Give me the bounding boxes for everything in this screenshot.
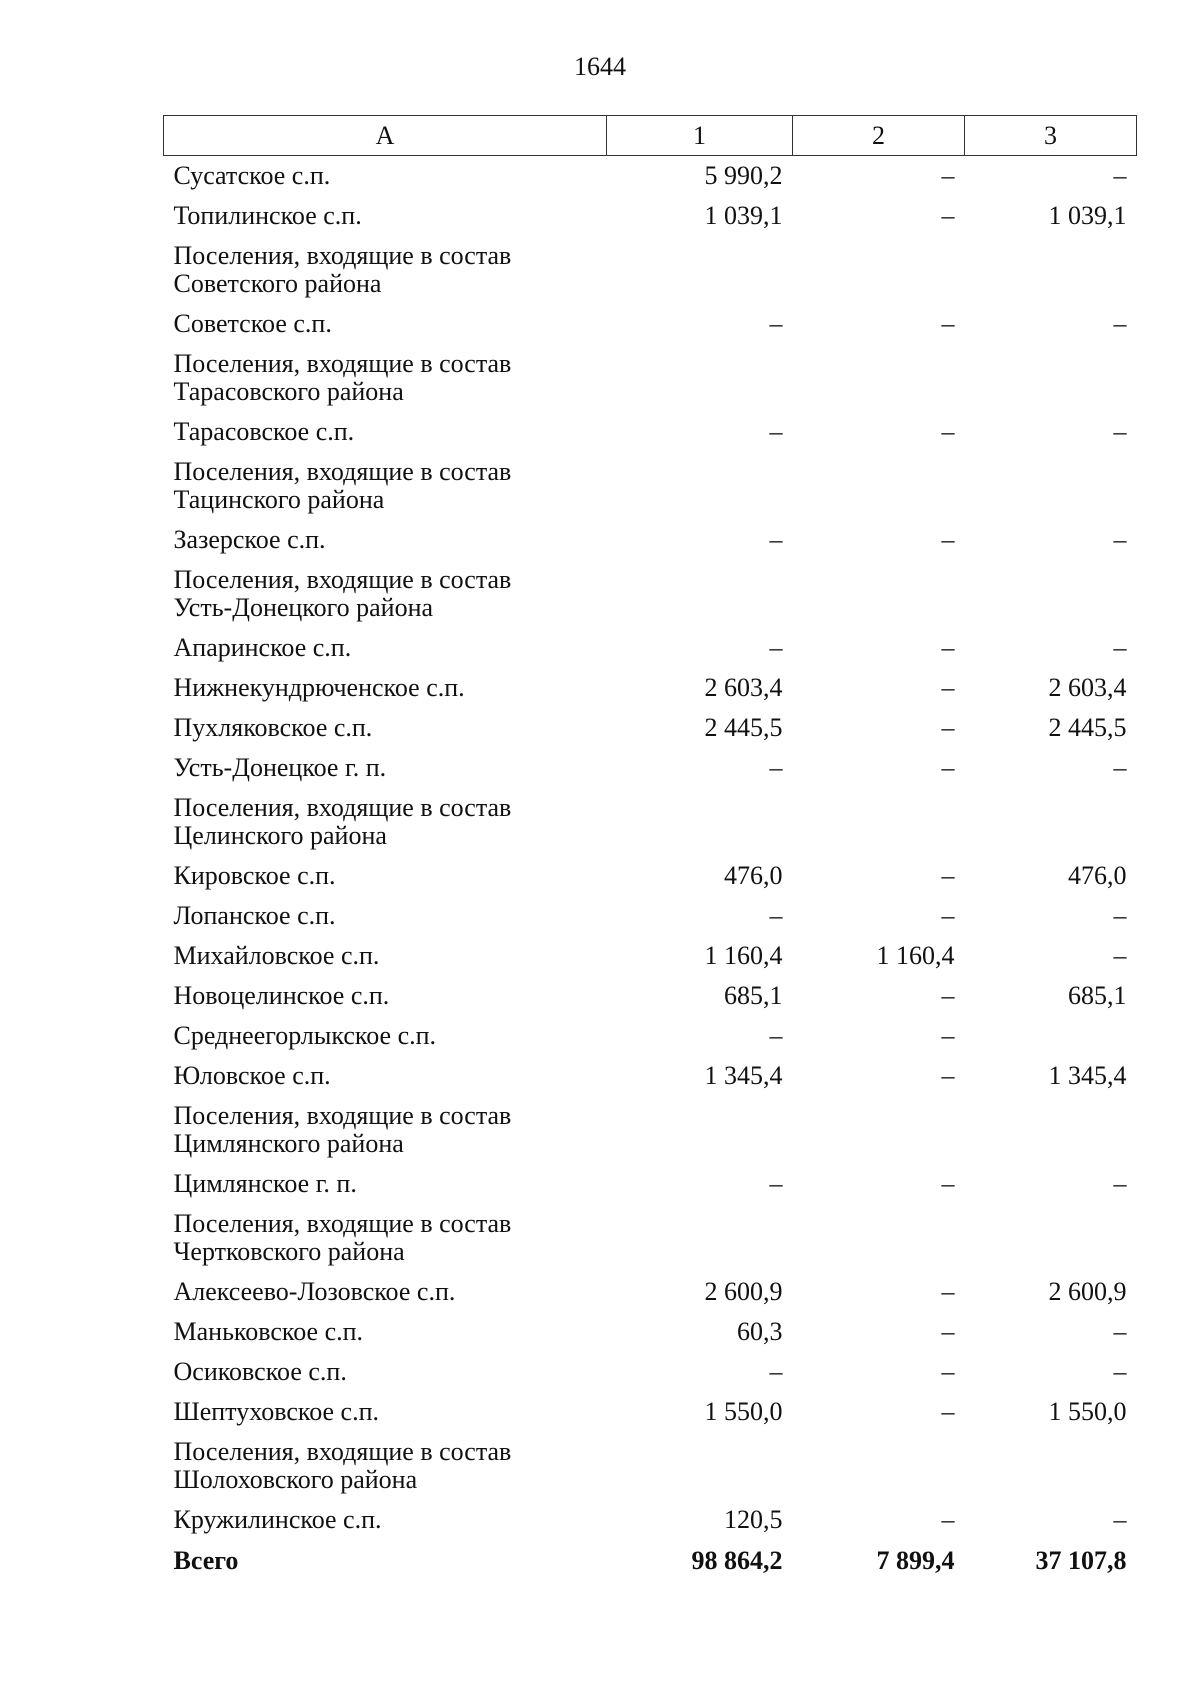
value-col-2: 1 160,4	[876, 941, 955, 970]
table-row	[164, 668, 1137, 708]
settlement-name: Лопанское с.п.	[173, 901, 336, 930]
value-col-1	[607, 1432, 793, 1500]
value-col-1: –	[769, 753, 783, 782]
value-col-1: 2 600,9	[704, 1277, 783, 1306]
table-row	[164, 156, 1137, 197]
value-col-1: 476,0	[724, 861, 783, 890]
settlement-name: Поселения, входящие в состав Шолоховского района	[173, 1437, 512, 1494]
settlement-name: Маньковское с.п.	[173, 1317, 364, 1346]
value-col-1	[607, 560, 793, 628]
value-col-3: –	[1113, 1317, 1127, 1346]
value-col-1: –	[769, 525, 783, 554]
district-group-row	[164, 560, 1137, 628]
settlement-name: Поселения, входящие в состав Усть-Донецкого района	[173, 565, 512, 622]
total-row	[164, 1540, 1137, 1582]
value-col-2: –	[941, 525, 955, 554]
total-col-2: 7 899,4	[876, 1546, 955, 1575]
value-col-1: –	[769, 309, 783, 338]
value-col-3: 1 345,4	[1048, 1061, 1127, 1090]
settlement-name: Поселения, входящие в состав Цимлянского района	[173, 1101, 512, 1158]
value-col-2	[793, 1204, 965, 1272]
value-col-1	[607, 452, 793, 520]
value-col-3: 1 039,1	[1048, 201, 1127, 230]
settlement-name: Поселения, входящие в состав Целинского района	[173, 793, 512, 850]
value-col-3: 476,0	[1068, 861, 1127, 890]
value-col-3	[965, 1096, 1137, 1164]
settlement-name: Зазерское с.п.	[173, 525, 326, 554]
value-col-2: –	[941, 201, 955, 230]
value-col-3: 2 600,9	[1048, 1277, 1127, 1306]
value-col-1	[607, 344, 793, 412]
value-col-3: 2 603,4	[1048, 673, 1127, 702]
value-col-1: –	[769, 1357, 783, 1386]
settlement-name: Михайловское с.п.	[173, 941, 380, 970]
district-group-row	[164, 452, 1137, 520]
table-row	[164, 412, 1137, 452]
settlement-name: Пухляковское с.п.	[173, 713, 373, 742]
table-header	[164, 116, 1137, 156]
value-col-1: –	[769, 901, 783, 930]
value-col-3	[965, 1204, 1137, 1272]
value-col-1: 1 345,4	[704, 1061, 783, 1090]
district-group-row	[164, 1096, 1137, 1164]
value-col-2	[793, 560, 965, 628]
value-col-3: –	[1113, 417, 1127, 446]
value-col-2: –	[941, 1061, 955, 1090]
table-row	[164, 856, 1137, 896]
table-body	[164, 156, 1137, 1583]
value-col-2: –	[941, 309, 955, 338]
settlement-name: Кружилинское с.п.	[173, 1505, 382, 1534]
settlement-name: Поселения, входящие в состав Тарасовского района	[173, 349, 512, 406]
value-col-1	[607, 236, 793, 304]
value-col-3: 1 550,0	[1048, 1397, 1127, 1426]
table-row	[164, 628, 1137, 668]
column-header-a: А	[164, 116, 607, 156]
total-label: Всего	[173, 1546, 239, 1575]
table-row	[164, 520, 1137, 560]
value-col-2: –	[941, 713, 955, 742]
value-col-3	[965, 1432, 1137, 1500]
value-col-1: 1 550,0	[704, 1397, 783, 1426]
district-group-row	[164, 1432, 1137, 1500]
district-group-row	[164, 788, 1137, 856]
value-col-3	[965, 788, 1137, 856]
value-col-2: –	[941, 1169, 955, 1198]
value-col-3: 685,1	[1068, 981, 1127, 1010]
table-row	[164, 896, 1137, 936]
settlement-name: Поселения, входящие в состав Тацинского района	[173, 457, 512, 514]
value-col-2: –	[941, 673, 955, 702]
table-row	[164, 1312, 1137, 1352]
value-col-1: –	[769, 417, 783, 446]
district-group-row	[164, 1204, 1137, 1272]
value-col-3: –	[1113, 1169, 1127, 1198]
value-col-2: –	[941, 161, 955, 190]
value-col-3: 2 445,5	[1048, 713, 1127, 742]
district-group-row	[164, 236, 1137, 304]
table-row	[164, 196, 1137, 236]
value-col-3: –	[1113, 941, 1127, 970]
total-col-1: 98 864,2	[691, 1546, 783, 1575]
total-col-3: 37 107,8	[1035, 1546, 1127, 1575]
settlement-name: Сусатское с.п.	[173, 161, 331, 190]
column-header-1: 1	[607, 116, 793, 156]
value-col-1	[607, 788, 793, 856]
value-col-1: –	[769, 1021, 783, 1050]
table-row	[164, 748, 1137, 788]
value-col-2: –	[941, 1397, 955, 1426]
table-row	[164, 1056, 1137, 1096]
value-col-1: 685,1	[724, 981, 783, 1010]
settlement-name: Юловское с.п.	[173, 1061, 331, 1090]
table-row	[164, 708, 1137, 748]
value-col-2	[793, 344, 965, 412]
value-col-1	[607, 1096, 793, 1164]
settlement-name: Шептуховское с.п.	[173, 1397, 379, 1426]
table-row	[164, 976, 1137, 1016]
table-row	[164, 1016, 1137, 1056]
settlement-name: Нижнекундрюченское с.п.	[173, 673, 465, 702]
header-row	[164, 116, 1137, 156]
value-col-1: 5 990,2	[704, 161, 783, 190]
value-col-3: –	[1113, 525, 1127, 554]
budget-table	[163, 115, 1137, 1582]
value-col-1: 1 039,1	[704, 201, 783, 230]
value-col-2: –	[941, 901, 955, 930]
table-row	[164, 304, 1137, 344]
table-row	[164, 1164, 1137, 1204]
value-col-2	[793, 452, 965, 520]
settlement-name: Топилинское с.п.	[173, 201, 362, 230]
value-col-3	[965, 560, 1137, 628]
value-col-3: –	[1113, 1357, 1127, 1386]
value-col-3	[965, 344, 1137, 412]
value-col-1: 2 445,5	[704, 713, 783, 742]
value-col-2: –	[941, 1021, 955, 1050]
value-col-2: –	[941, 1277, 955, 1306]
value-col-1	[607, 1204, 793, 1272]
value-col-2	[793, 236, 965, 304]
value-col-2: –	[941, 1317, 955, 1346]
settlement-name: Цимлянское г. п.	[173, 1169, 357, 1198]
value-col-1: –	[769, 633, 783, 662]
value-col-3: –	[1113, 309, 1127, 338]
value-col-3: –	[1113, 1505, 1127, 1534]
value-col-3	[965, 236, 1137, 304]
table-row	[164, 1392, 1137, 1432]
settlement-name: Тарасовское с.п.	[173, 417, 355, 446]
value-col-1: –	[769, 1169, 783, 1198]
value-col-2: –	[941, 753, 955, 782]
settlement-name: Поселения, входящие в состав Советского района	[173, 241, 512, 298]
value-col-1: 1 160,4	[704, 941, 783, 970]
value-col-3: –	[1113, 161, 1127, 190]
value-col-2: –	[941, 1357, 955, 1386]
value-col-1: 60,3	[737, 1317, 783, 1346]
settlement-name: Усть-Донецкое г. п.	[173, 753, 387, 782]
page-number: 1644	[574, 52, 626, 81]
value-col-2: –	[941, 633, 955, 662]
value-col-3: –	[1113, 901, 1127, 930]
settlement-name: Кировское с.п.	[173, 861, 336, 890]
settlement-name: Среднеегорлыкское с.п.	[173, 1021, 437, 1050]
value-col-3	[965, 452, 1137, 520]
district-group-row	[164, 344, 1137, 412]
value-col-2: –	[941, 417, 955, 446]
value-col-1: 120,5	[724, 1505, 783, 1534]
value-col-1: 2 603,4	[704, 673, 783, 702]
column-header-3: 3	[965, 116, 1137, 156]
table-row	[164, 936, 1137, 976]
settlement-name: Поселения, входящие в состав Чертковского района	[173, 1209, 512, 1266]
value-col-2	[793, 1096, 965, 1164]
value-col-2: –	[941, 1505, 955, 1534]
value-col-2: –	[941, 861, 955, 890]
settlement-name: Осиковское с.п.	[173, 1357, 347, 1386]
table-row	[164, 1500, 1137, 1540]
settlement-name: Апаринское с.п.	[173, 633, 352, 662]
settlement-name: Советское с.п.	[173, 309, 332, 338]
value-col-2	[793, 788, 965, 856]
value-col-2	[793, 1432, 965, 1500]
value-col-3: –	[1113, 753, 1127, 782]
value-col-2: –	[941, 981, 955, 1010]
table-row	[164, 1352, 1137, 1392]
table-row	[164, 1272, 1137, 1312]
settlement-name: Алексеево-Лозовское с.п.	[173, 1277, 456, 1306]
value-col-3: –	[1113, 633, 1127, 662]
column-header-2: 2	[793, 116, 965, 156]
settlement-name: Новоцелинское с.п.	[173, 981, 390, 1010]
value-col-3	[965, 1016, 1137, 1056]
